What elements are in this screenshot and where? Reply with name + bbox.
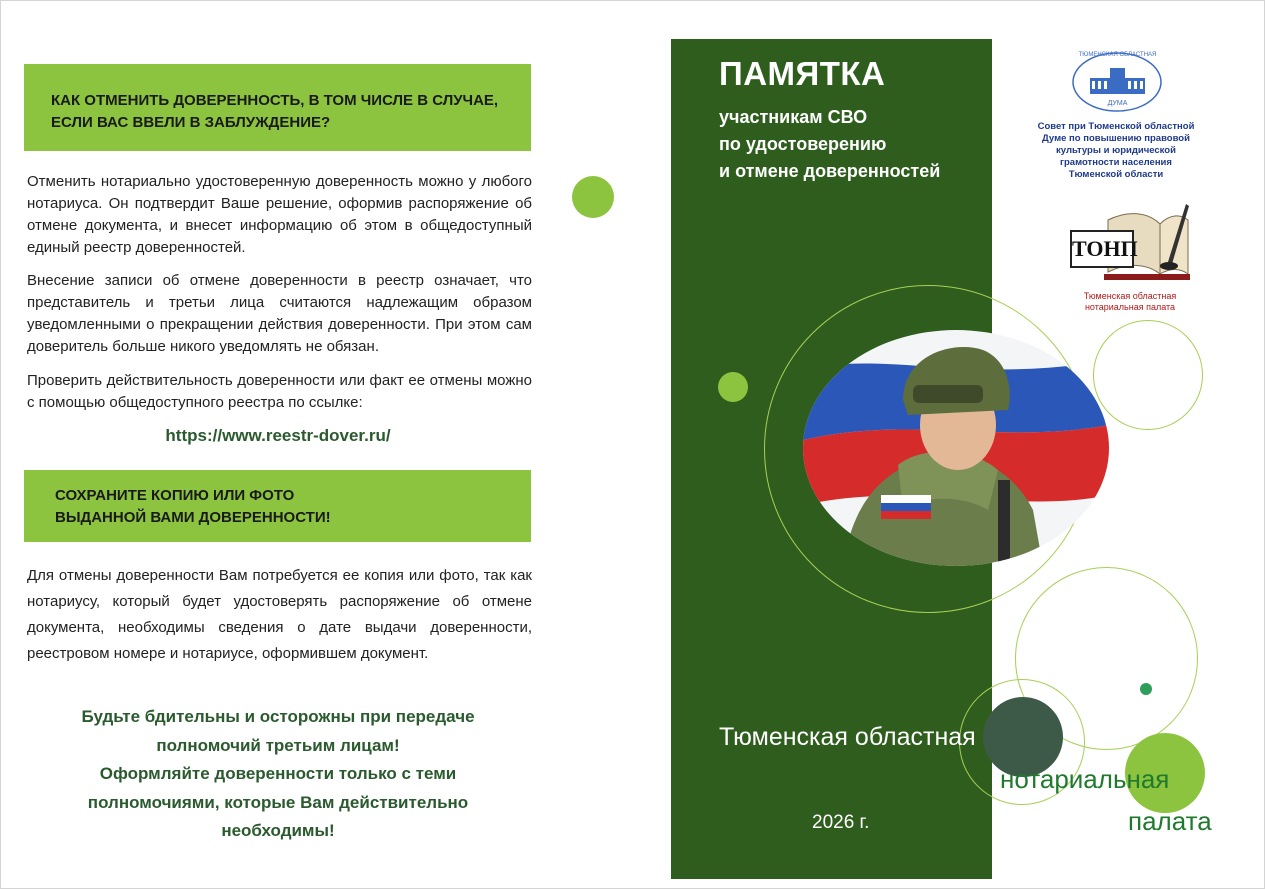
cover-subtitle-line3: и отмене доверенностей [719, 161, 941, 181]
duma-caption [1035, 121, 1197, 181]
registry-link[interactable]: https://www.reestr-dover.ru/ [165, 426, 391, 445]
cover-year: 2026 г. [812, 812, 870, 833]
warning-line-2: полномочий третьим лицам! [156, 735, 400, 755]
duma-logo-bottom-text: ДУМА [1107, 100, 1128, 107]
duma-caption-line4: грамотности населения [1060, 157, 1172, 168]
warning-line-3: Оформляйте доверенности только с теми [99, 764, 457, 783]
tonp-caption-line1: Тюменская областная [1083, 291, 1177, 301]
cover-subtitle-line1: участникам СВО [719, 107, 868, 127]
soldier-illustration [803, 330, 1109, 566]
decor-dot [572, 176, 614, 218]
section2-title-line1: СОХРАНИТЕ КОПИЮ ИЛИ ФОТО [55, 487, 295, 504]
duma-caption-line3: культуры и юридической [1056, 145, 1176, 156]
duma-logo [1070, 50, 1165, 120]
section1-title-line2: ЕСЛИ ВАС ВВЕЛИ В ЗАБЛУЖДЕНИЕ? [51, 114, 331, 131]
duma-caption-line5: Тюменской области [1068, 169, 1164, 180]
section2-title-line2: ВЫДАННОЙ ВАМИ ДОВЕРЕННОСТИ! [55, 509, 331, 526]
tonp-caption [1050, 291, 1210, 313]
warning-text [24, 703, 532, 846]
duma-caption-line2: Думе по повышению правовой [1042, 133, 1190, 144]
paragraph-3: Проверить действительность доверенности или факт ее отмены можно с помощью общедоступного реестра по ссылке: [27, 372, 532, 411]
decor-dot [1140, 683, 1152, 695]
duma-logo-top-text: ТЮМЕНСКАЯ ОБЛАСТНАЯ [1078, 52, 1157, 58]
tonp-caption-line2: нотариальная палата [1084, 302, 1176, 312]
warning-line-1: Будьте бдительны и осторожны при передаче [81, 707, 475, 726]
tonp-logo [1068, 202, 1192, 282]
soldier-flag-icon [803, 330, 1109, 566]
cover-subtitle-line2: по удостоверению [719, 134, 887, 154]
cover-org-line1: Тюменская областная [719, 723, 976, 751]
section2-banner [24, 470, 531, 542]
cover-subtitle [719, 104, 940, 185]
section1-banner [24, 64, 531, 151]
warning-line-4: полномочиями, которые Вам действительно [87, 792, 469, 812]
paragraph-4: Для отмены доверенности Вам потребуется ее копия или фото, так как нотариусу, который будет удостоверять распоряжение об отмене документа, необходимы сведения о дате выдачи доверенности, реестровом номере и нотариусе, оформившем документ. [27, 567, 532, 662]
paragraph-1: Отменить нотариально удостоверенную доверенность можно у любого нотариуса. Он подтвердит Ваше решение, оформив распоряжение об отмене документа, и внесет информацию об этом в общедоступный единый реестр доверенностей. [27, 173, 532, 256]
duma-caption-line1: Совет при Тюменской областной [1037, 121, 1195, 132]
section1-title-line1: КАК ОТМЕНИТЬ ДОВЕРЕННОСТЬ, В ТОМ ЧИСЛЕ В СЛУЧАЕ, [51, 92, 499, 109]
tonp-logo-text: ТОНП [1070, 230, 1134, 268]
cover-org-line3: палата [1128, 806, 1212, 836]
paragraph-2: Внесение записи об отмене доверенности в реестр означает, что представитель и третьи лица считаются надлежащим образом уведомленными о прекращении действия доверенности. При этом сам доверитель больше никого уведомлять не обязан. [27, 272, 532, 355]
cover-org-line2: нотариальная [1000, 764, 1170, 794]
warning-line-5: необходимы! [221, 821, 335, 840]
decor-dot [718, 372, 748, 402]
decor-ring [1093, 320, 1203, 430]
cover-title: ПАМЯТКА [719, 55, 886, 92]
